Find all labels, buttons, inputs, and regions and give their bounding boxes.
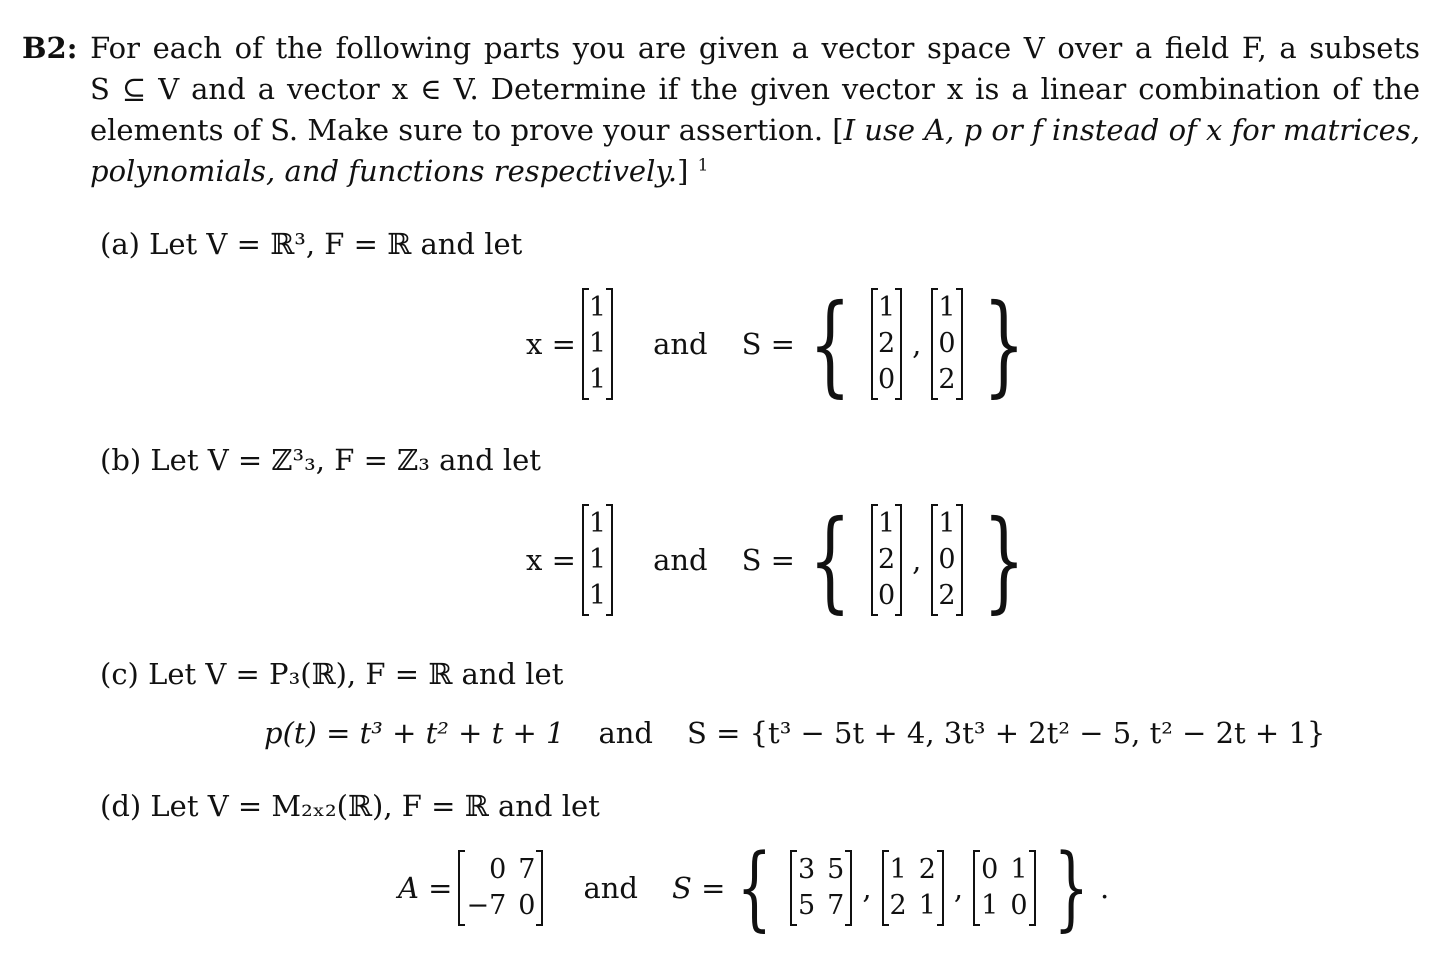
part-b-x-vector (582, 504, 613, 616)
part-a-x-vector (582, 288, 613, 400)
matrix-entry: 3 (797, 854, 816, 885)
part-a-heading: (a) Let V = ℝ³, F = ℝ and let (100, 227, 523, 261)
part-a-and: and (653, 327, 708, 361)
part-d-matrix-a (458, 850, 543, 926)
vector-entry: 0 (877, 580, 896, 611)
vector-entry: 0 (938, 544, 956, 575)
vector-entry: 1 (877, 292, 896, 323)
intro-text-4: polynomials, and functions respectively. (90, 154, 678, 188)
part-d-matrix-s1 (790, 850, 852, 926)
separator-comma: , (912, 543, 922, 577)
vector-entry: 1 (877, 508, 896, 539)
part-a-x-label: x = (526, 327, 576, 361)
left-brace: { (737, 834, 773, 941)
vector-entry: 2 (938, 580, 956, 611)
vector-entry: 2 (938, 364, 956, 395)
left-brace: { (808, 496, 851, 624)
matrix-entry: 1 (918, 890, 936, 921)
separator-comma: , (912, 327, 922, 361)
part-b-heading: (b) Let V = ℤ³₃, F = ℤ₃ and let (100, 443, 541, 477)
vector-entry: 1 (588, 544, 607, 575)
vector-entry: 1 (588, 580, 607, 611)
matrix-entry: 1 (889, 854, 907, 885)
part-c-set: S = {t³ − 5t + 4, 3t³ + 2t² − 5, t² − 2t + 1} (686, 716, 1326, 750)
matrix-entry: 0 (1010, 890, 1028, 921)
part-d-matrix-s2 (882, 850, 944, 926)
part-b-and: and (653, 543, 708, 577)
intro-text-3a: elements of S. Make sure to prove your assertion. [ (90, 113, 844, 147)
matrix-entry: 5 (797, 890, 816, 921)
part-a-s-label: S = (741, 327, 795, 361)
problem-statement (22, 28, 1420, 192)
part-c-polynomial: p(t) = t³ + t² + t + 1 (264, 716, 565, 750)
vector-entry: 0 (938, 328, 956, 359)
matrix-entry: 0 (981, 854, 999, 885)
vector-entry: 2 (877, 328, 896, 359)
part-a-s-vector-1 (871, 288, 902, 400)
vector-entry: 1 (938, 508, 956, 539)
part-c-equation (264, 716, 1325, 750)
part-b-equation (526, 496, 1039, 624)
matrix-entry: −7 (466, 890, 507, 921)
vector-entry: 1 (588, 292, 607, 323)
vector-entry: 0 (877, 364, 896, 395)
part-d-and: and (583, 871, 638, 905)
matrix-entry: 5 (827, 854, 845, 885)
vector-entry: 1 (938, 292, 956, 323)
footnote-mark: 1 (697, 155, 709, 176)
part-d-period: . (1100, 871, 1110, 905)
matrix-entry: 7 (827, 890, 845, 921)
part-b-s-label: S = (741, 543, 795, 577)
matrix-entry: 0 (489, 854, 507, 885)
problem-label: B2: (22, 31, 78, 65)
matrix-entry: 1 (981, 890, 999, 921)
part-d-matrix-s3 (973, 850, 1035, 926)
intro-line-3 (22, 110, 1420, 151)
intro-close-bracket: ] (677, 154, 689, 188)
separator-comma: , (953, 871, 964, 905)
intro-line-2 (22, 69, 1420, 110)
left-brace: { (808, 280, 851, 408)
part-a-s-vector-2 (931, 288, 962, 400)
intro-line-1 (22, 28, 1420, 69)
vector-entry: 2 (877, 544, 896, 575)
part-d-heading: (d) Let V = M₂ₓ₂(ℝ), F = ℝ and let (100, 789, 600, 823)
matrix-entry: 2 (918, 854, 936, 885)
part-b-x-label: x = (526, 543, 576, 577)
matrix-entry: 7 (518, 854, 536, 885)
vector-entry: 1 (588, 508, 607, 539)
intro-text-2: S ⊆ V and a vector x ∈ V. Determine if the given vector x is a linear combination of the (90, 72, 1420, 106)
part-c-and: and (598, 716, 653, 750)
vector-entry: 1 (588, 328, 607, 359)
vector-entry: 1 (588, 364, 607, 395)
part-d-equation (398, 834, 1110, 941)
part-b-s-vector-2 (931, 504, 962, 616)
part-d-a-label: A = (398, 871, 453, 905)
separator-comma: , (862, 871, 872, 905)
part-b-s-vector-1 (871, 504, 902, 616)
right-brace: } (982, 280, 1025, 408)
right-brace: } (1053, 834, 1089, 941)
intro-line-4 (22, 151, 1420, 192)
part-a-equation (526, 280, 1039, 408)
intro-text-1: For each of the following parts you are given a vector space V over a field F, a subsets (90, 31, 1420, 65)
intro-text-3b: I use A, p or f instead of x for matrices, (843, 113, 1420, 147)
right-brace: } (982, 496, 1025, 624)
matrix-entry: 0 (518, 890, 536, 921)
matrix-entry: 2 (889, 890, 907, 921)
matrix-entry: 1 (1010, 854, 1028, 885)
part-c-heading: (c) Let V = P₃(ℝ), F = ℝ and let (100, 657, 564, 691)
part-d-s-label: S = (672, 871, 726, 905)
